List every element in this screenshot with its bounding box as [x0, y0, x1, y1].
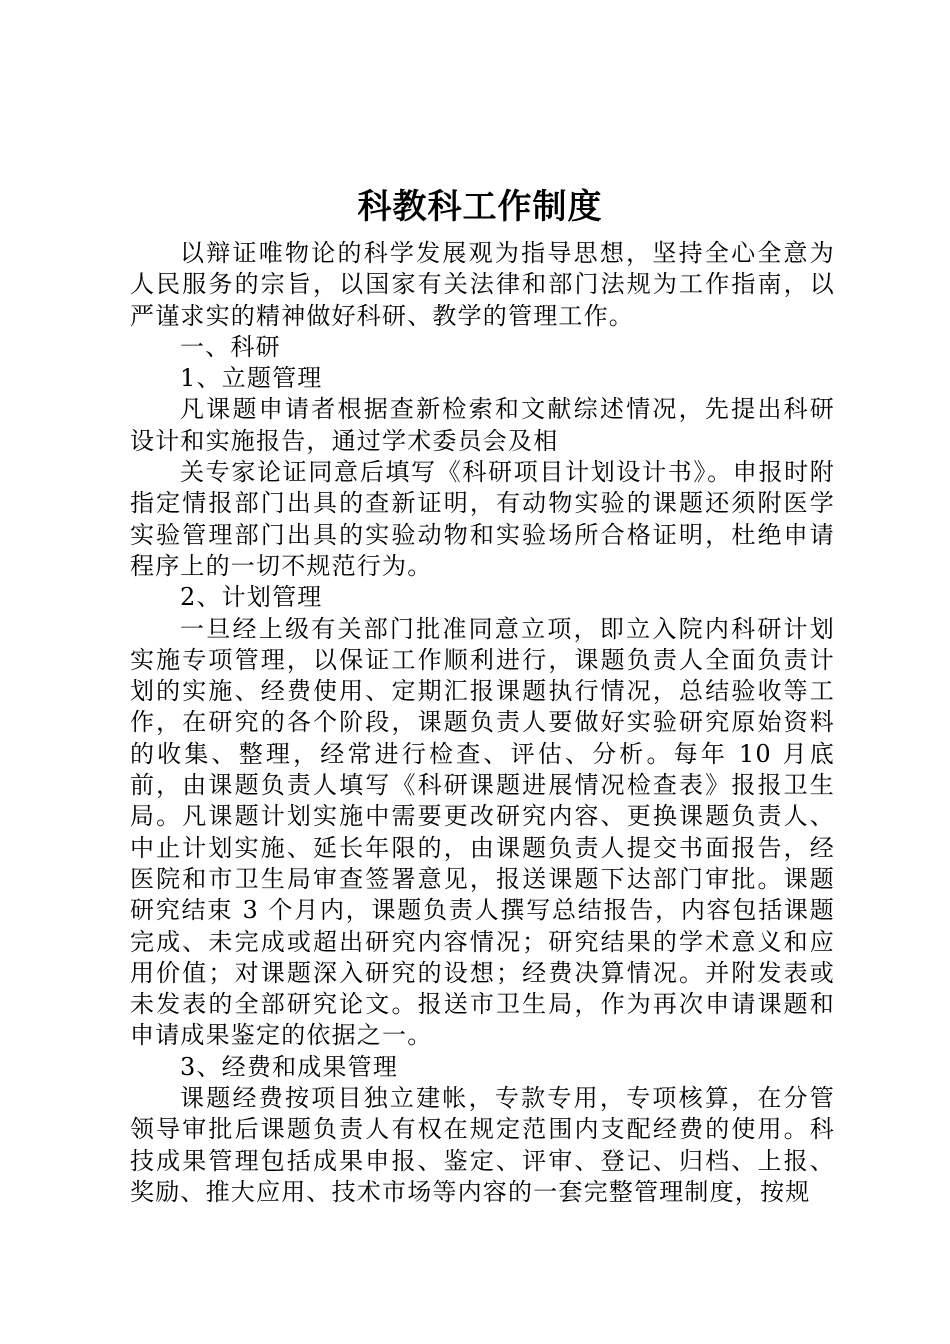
paragraph-project-approval-2: 关专家论证同意后填写《科研项目计划设计书》。申报时附指定情报部门出具的查新证明，有动物实验的课题还须附医学实验管理部门出具的实验动物和实验场所合格证明，杜绝申请程序上的一切不规范行为。 — [130, 458, 835, 580]
paragraph-funding-results: 课题经费按项目独立建帐，专款专用，专项核算，在分管领导审批后课题负责人有权在规定范围内支配经费的使用。科技成果管理包括成果申报、鉴定、评审、登记、归档、上报、奖励、推大应用、技术市场等内容的一套完整管理制度，按规 — [130, 1084, 835, 1206]
subsection-heading-plan-management: 2、计划管理 — [180, 583, 323, 612]
subsection-heading-project-approval: 1、立题管理 — [180, 364, 323, 393]
paragraph-project-approval-1: 凡课题申请者根据查新检索和文献综述情况，先提出科研设计和实施报告，通过学术委员会及相 — [130, 395, 835, 455]
intro-paragraph: 以辩证唯物论的科学发展观为指导思想，坚持全心全意为人民服务的宗旨，以国家有关法律和部门法规为工作指南，以严谨求实的精神做好科研、教学的管理工作。 — [130, 239, 835, 330]
subsection-heading-funding-results: 3、经费和成果管理 — [180, 1052, 399, 1081]
document-body — [130, 238, 835, 1208]
document-title: 科教科工作制度 — [357, 187, 603, 227]
paragraph-plan-management: 一旦经上级有关部门批准同意立项，即立入院内科研计划实施专项管理，以保证工作顺利进行，课题负责人全面负责计划的实施、经费使用、定期汇报课题执行情况，总结验收等工作，在研究的各个阶段，课题负责人要做好实验研究原始资料的收集、整理，经常进行检查、评估、分析。每年 10 月底前，由课题负责人填写《科研课题进展情况检查表》报报卫生局。凡课题计划实施中需要更改研究内容、更换课题负责人、中止计划实施、延长年限的，由课题负责人提交书面报告，经医院和市卫生局审查签署意见，报送课题下达部门审批。课题研究结束 3 个月内，课题负责人撰写总结报告，内容包括课题完成、未完成或超出研究内容情况；研究结果的学术意义和应用价值；对课题深入研究的设想；经费决算情况。并附发表或未发表的全部研究论文。报送市卫生局，作为再次申请课题和申请成果鉴定的依据之一。 — [130, 614, 835, 1050]
section-heading-research: 一、科研 — [180, 332, 281, 361]
